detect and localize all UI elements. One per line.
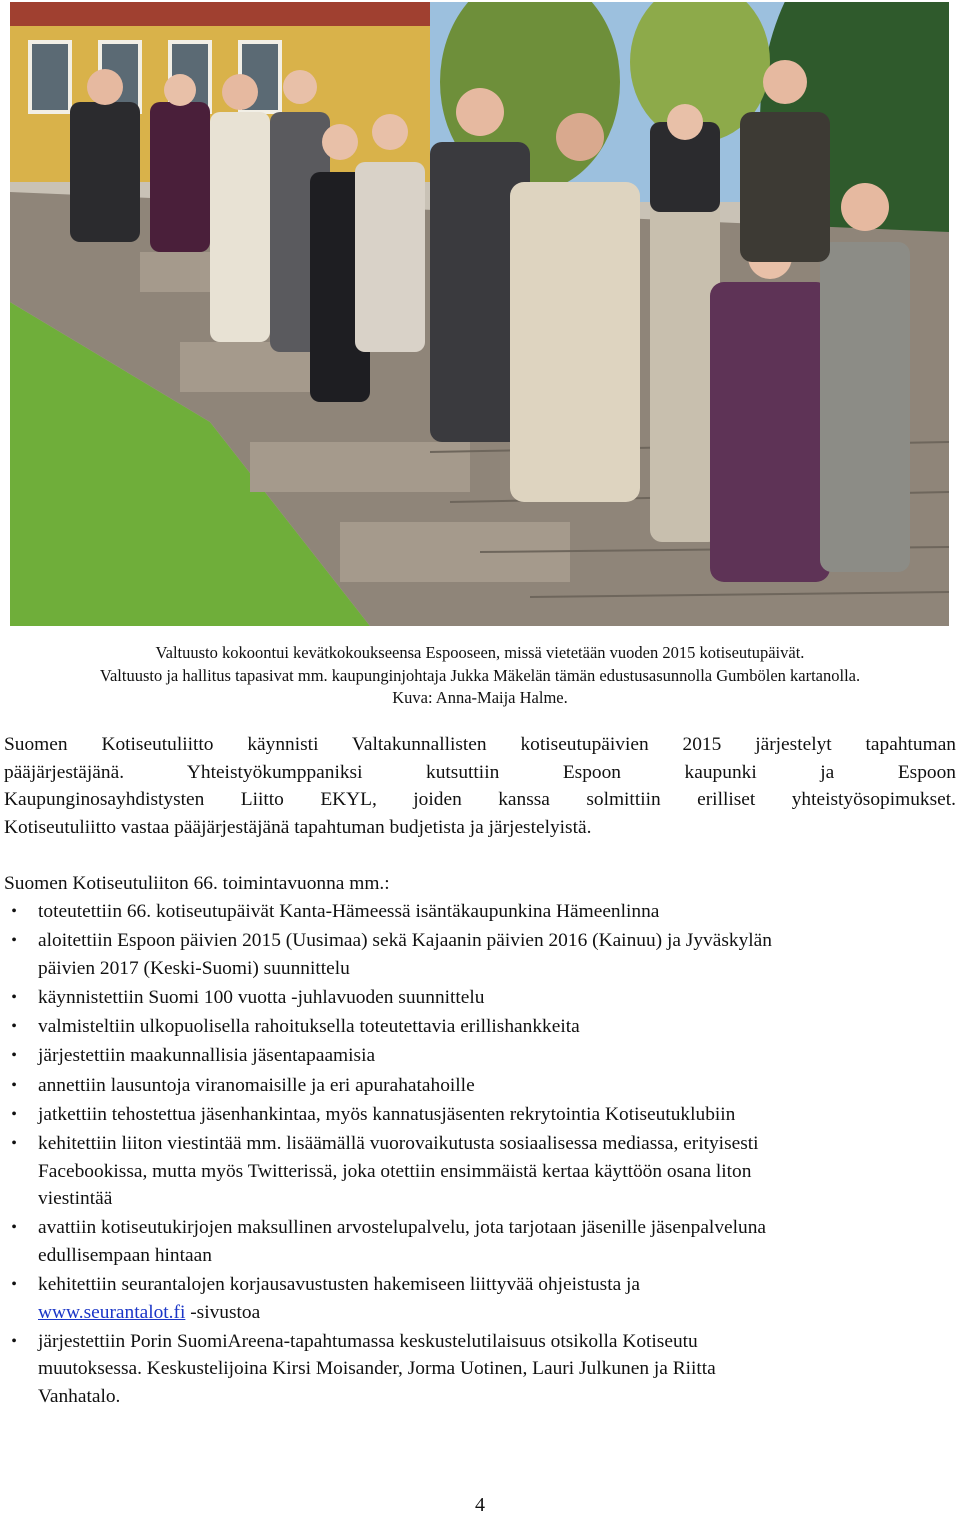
list-item [0,1013,950,1041]
seurantalot-link[interactable]: www.seurantalot.fi [38,1301,186,1323]
section-title: Suomen Kotiseutuliiton 66. toimintavuonna mm.: [4,873,390,894]
list-item-line: annettiin lausuntoja viranomaisille ja eri apurahatahoille [38,1074,475,1096]
intro-line: Kaupunginosayhdistysten Liitto EKYL, joiden kanssa solmittiin erilliset yhteistyösopimukset. [4,789,956,811]
list-item-line: päivien 2017 (Keski-Suomi) suunnittelu [38,957,350,979]
list-item [0,984,950,1012]
list-item-line: jatkettiin tehostettua jäsenhankintaa, myös kannatusjäsenten rekrytointia Kotiseutuklubiin [38,1103,736,1125]
list-item-line: avattiin kotiseutukirjojen maksullinen arvostelupalvelu, jota tarjotaan jäsenille jäsenpalveluna [38,1217,767,1239]
list-item-line: viestintää [38,1188,113,1210]
list-item-line [38,1299,950,1327]
bullet-icon: • [11,1018,17,1036]
group-photo-illustration [10,2,949,626]
list-item-line: kehitettiin seurantalojen korjausavustusten hakemiseen liittyvää ohjeistusta ja [38,1274,641,1296]
list-item-line: edullisempaan hintaan [38,1244,212,1266]
list-item-line: muutoksessa. Keskustelijoina Kirsi Moisander, Jorma Uotinen, Lauri Julkunen ja Riitta [38,1358,716,1380]
list-item-line: kehitettiin liiton viestintää mm. lisäämällä vuorovaikutusta sosiaalisessa mediassa, erityisesti [38,1132,759,1154]
caption-line: Valtuusto ja hallitus tapasivat mm. kaupunginjohtaja Jukka Mäkelän tämän edustusasunnolla Gumbölen kartanolla. [99,665,861,685]
page-number: 4 [475,1494,485,1516]
list-item [0,1271,950,1326]
list-item [0,1328,950,1411]
list-item [0,1214,950,1269]
list-item [0,1101,950,1129]
intro-line: pääjärjestäjänä. Yhteistyökumppaniksi kutsuttiin Espoon kaupunki ja Espoon [4,761,956,783]
list-item-line: järjestettiin Porin SuomiAreena-tapahtumassa keskustelutilaisuus otsikolla Kotiseutu [38,1330,698,1352]
bullet-icon: • [11,903,17,920]
list-item [0,1130,950,1213]
bullet-icon: • [11,1105,17,1123]
intro-line: Kotiseutuliitto vastaa pääjärjestäjänä tapahtuman budjetista ja järjestelyistä. [4,817,592,839]
list-item-line: järjestettiin maakunnallisia jäsentapaamisia [38,1045,376,1067]
bullet-icon: • [11,1332,17,1350]
list-item-line: Vanhatalo. [38,1386,121,1408]
bullet-icon: • [11,1076,17,1094]
bullet-icon: • [11,1219,17,1237]
bullet-icon: • [11,988,17,1006]
group-photo [10,2,949,626]
photo-caption [0,642,960,710]
list-item-line: Facebookissa, mutta myös Twitterissä, joka otettiin ensimmäistä kertaa käyttöön osana liton [38,1160,752,1182]
list-item-line: toteutettiin 66. kotiseutupäivät Kanta-Hämeessä isäntäkaupunkina Hämeenlinna [38,901,660,922]
list-item-line: valmisteltiin ulkopuolisella rahoituksella toteutettavia erillishankkeita [38,1016,580,1038]
list-item [0,898,950,926]
list-item-line: käynnistettiin Suomi 100 vuotta -juhlavuoden suunnittelu [38,986,485,1008]
bullet-icon: • [11,1276,17,1294]
caption-line: Kuva: Anna-Maija Halme. [392,688,568,707]
bullet-icon: • [11,932,17,950]
bullet-icon: • [11,1047,17,1065]
intro-line: Suomen Kotiseutuliitto käynnisti Valtakunnallisten kotiseutupäivien 2015 järjestelyt tapahtuman [4,734,956,755]
list-item [0,1042,950,1070]
list-item-line: aloitettiin Espoon päivien 2015 (Uusimaa) sekä Kajaanin päivien 2016 (Kainuu) ja Jyväskylän [38,930,772,952]
activity-list [0,898,950,1412]
list-item [0,927,950,982]
list-item [0,1072,950,1100]
caption-line: Valtuusto kokoontui kevätkokoukseensa Espooseen, missä vietetään vuoden 2015 kotiseutupäivät. [155,643,805,662]
intro-paragraph [4,731,956,842]
link-suffix: -sivustoa [185,1301,261,1323]
bullet-icon: • [11,1134,17,1152]
